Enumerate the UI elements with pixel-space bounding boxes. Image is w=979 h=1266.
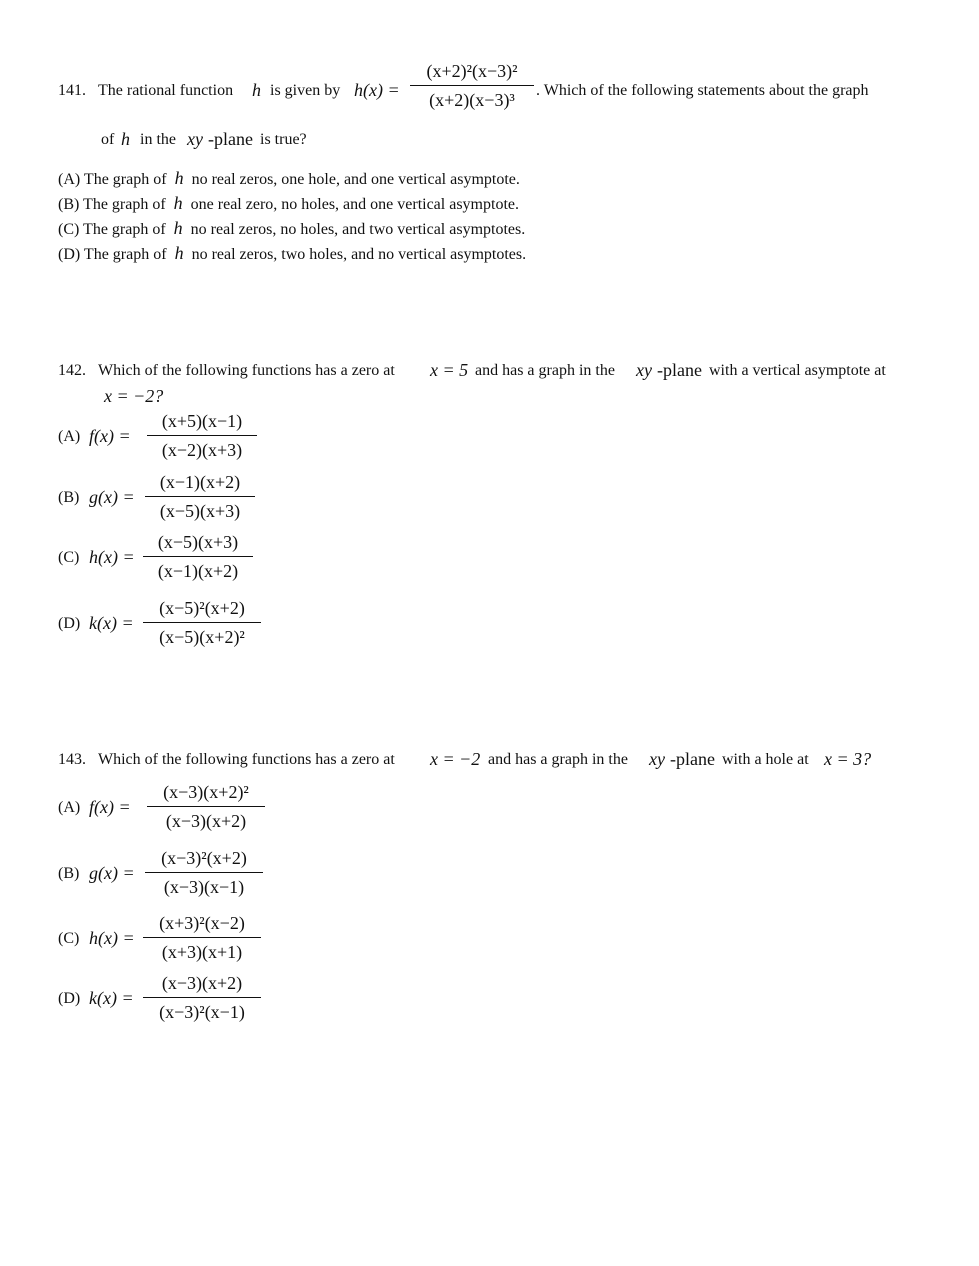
function-lhs xyxy=(89,426,131,447)
choice-label: (D) The graph of xyxy=(58,246,167,263)
question-text: and has a graph in the xyxy=(488,751,628,768)
question-text: Which of the following functions has a zero at xyxy=(98,362,395,379)
fraction-bar xyxy=(410,85,534,86)
function-lhs: h(x) = xyxy=(354,80,400,100)
plane-text: -plane xyxy=(208,129,253,149)
condition-zero: x = −2 xyxy=(430,749,481,769)
fraction xyxy=(410,60,534,111)
fraction xyxy=(145,847,263,898)
fraction-bar xyxy=(143,556,253,557)
fraction xyxy=(143,531,253,582)
fraction-bar xyxy=(145,872,263,873)
question-text: The rational function xyxy=(98,82,234,99)
question-text: . Which of the following statements about the graph xyxy=(536,82,869,99)
plane-text: -plane xyxy=(670,749,715,769)
choice-label: (B) xyxy=(58,489,80,506)
condition-hole: x = 3? xyxy=(824,749,872,769)
numerator: (x+2)²(x−3)² xyxy=(426,61,518,81)
numerator: (x−5)²(x+2) xyxy=(159,598,245,618)
question-text: and has a graph in the xyxy=(475,362,615,379)
variable-xy: xy xyxy=(187,129,203,149)
denominator: (x−3)(x+2) xyxy=(165,811,247,831)
choice-text: no real zeros, two holes, and no vertical asymptotes. xyxy=(191,246,527,263)
denominator: (x+3)(x+1) xyxy=(161,942,243,962)
function-lhs xyxy=(89,928,135,949)
question-text: of xyxy=(101,131,115,148)
function-lhs-text: k(x) = xyxy=(89,613,134,633)
fraction-bar xyxy=(143,997,261,998)
choice-label: (D) xyxy=(58,990,81,1007)
function-lhs-text: h(x) = xyxy=(89,547,135,567)
choice-text: one real zero, no holes, and one vertical asymptote. xyxy=(190,196,519,213)
function-lhs xyxy=(89,863,135,884)
fraction xyxy=(147,781,265,832)
choice-label: (A) xyxy=(58,799,81,816)
choice-label: (A) xyxy=(58,428,81,445)
function-lhs-text: h(x) = xyxy=(89,928,135,948)
variable-xy: xy xyxy=(636,360,652,380)
numerator: (x−5)(x+3) xyxy=(157,532,239,552)
variable-h: h xyxy=(174,243,184,263)
numerator: (x+5)(x−1) xyxy=(161,411,243,431)
choice-label: (D) xyxy=(58,615,81,632)
choice-c[interactable] xyxy=(58,218,525,239)
function-lhs-text: k(x) = xyxy=(89,988,134,1008)
denominator: (x−2)(x+3) xyxy=(161,440,243,460)
variable-h: h xyxy=(174,168,184,188)
fraction xyxy=(147,410,257,461)
choice-label: (B) The graph of xyxy=(58,196,166,213)
choice-d[interactable] xyxy=(58,243,526,264)
choice-text: no real zeros, one hole, and one vertical asymptote. xyxy=(191,171,520,188)
numerator: (x−3)(x+2)² xyxy=(163,782,249,802)
function-lhs-text: f(x) = xyxy=(89,426,131,446)
choice-b[interactable] xyxy=(58,193,519,214)
function-lhs-text: g(x) = xyxy=(89,487,135,507)
variable-xy: xy xyxy=(649,749,665,769)
fraction xyxy=(143,972,261,1023)
question-text: with a vertical asymptote at xyxy=(709,362,886,379)
denominator: (x−3)²(x−1) xyxy=(159,1002,245,1022)
plane-text: -plane xyxy=(657,360,702,380)
question-number: 143. xyxy=(58,751,86,768)
fraction xyxy=(143,597,261,648)
numerator: (x+3)²(x−2) xyxy=(159,913,245,933)
denominator: (x−3)(x−1) xyxy=(163,877,245,897)
numerator: (x−1)(x+2) xyxy=(159,472,241,492)
question-number: 141. xyxy=(58,82,86,99)
variable-h: h xyxy=(252,80,261,100)
denominator: (x+2)(x−3)³ xyxy=(429,90,515,110)
question-text: with a hole at xyxy=(722,751,809,768)
choice-label: (C) xyxy=(58,549,80,566)
choice-label: (C) xyxy=(58,930,80,947)
fraction-bar xyxy=(143,937,261,938)
question-text: Which of the following functions has a zero at xyxy=(98,751,395,768)
numerator: (x−3)²(x+2) xyxy=(161,848,247,868)
question-text: is true? xyxy=(260,131,307,148)
function-lhs-text: g(x) = xyxy=(89,863,135,883)
choice-label: (A) The graph of xyxy=(58,171,167,188)
condition-zero: x = 5 xyxy=(430,360,469,380)
variable-h: h xyxy=(173,218,183,238)
question-text: is given by xyxy=(270,82,341,99)
function-lhs xyxy=(89,797,131,818)
variable-h: h xyxy=(121,129,130,149)
question-number: 142. xyxy=(58,362,86,379)
fraction-bar xyxy=(147,806,265,807)
denominator: (x−5)(x+2)² xyxy=(159,627,245,647)
choice-text: no real zeros, no holes, and two vertical asymptotes. xyxy=(190,221,526,238)
fraction-bar xyxy=(143,622,261,623)
question-text: in the xyxy=(140,131,176,148)
denominator: (x−1)(x+2) xyxy=(157,561,239,581)
function-lhs xyxy=(89,988,134,1009)
fraction xyxy=(145,471,255,522)
function-lhs xyxy=(89,547,135,568)
fraction xyxy=(143,912,261,963)
denominator: (x−5)(x+3) xyxy=(159,501,241,521)
function-lhs xyxy=(89,487,135,508)
function-lhs xyxy=(89,613,134,634)
function-lhs-text: f(x) = xyxy=(89,797,131,817)
choice-a[interactable] xyxy=(58,168,520,189)
fraction-bar xyxy=(147,435,257,436)
choice-label: (B) xyxy=(58,865,80,882)
numerator: (x−3)(x+2) xyxy=(161,973,243,993)
variable-h: h xyxy=(173,193,183,213)
condition-asymptote: x = −2? xyxy=(104,386,164,406)
choice-label: (C) The graph of xyxy=(58,221,166,238)
fraction-bar xyxy=(145,496,255,497)
